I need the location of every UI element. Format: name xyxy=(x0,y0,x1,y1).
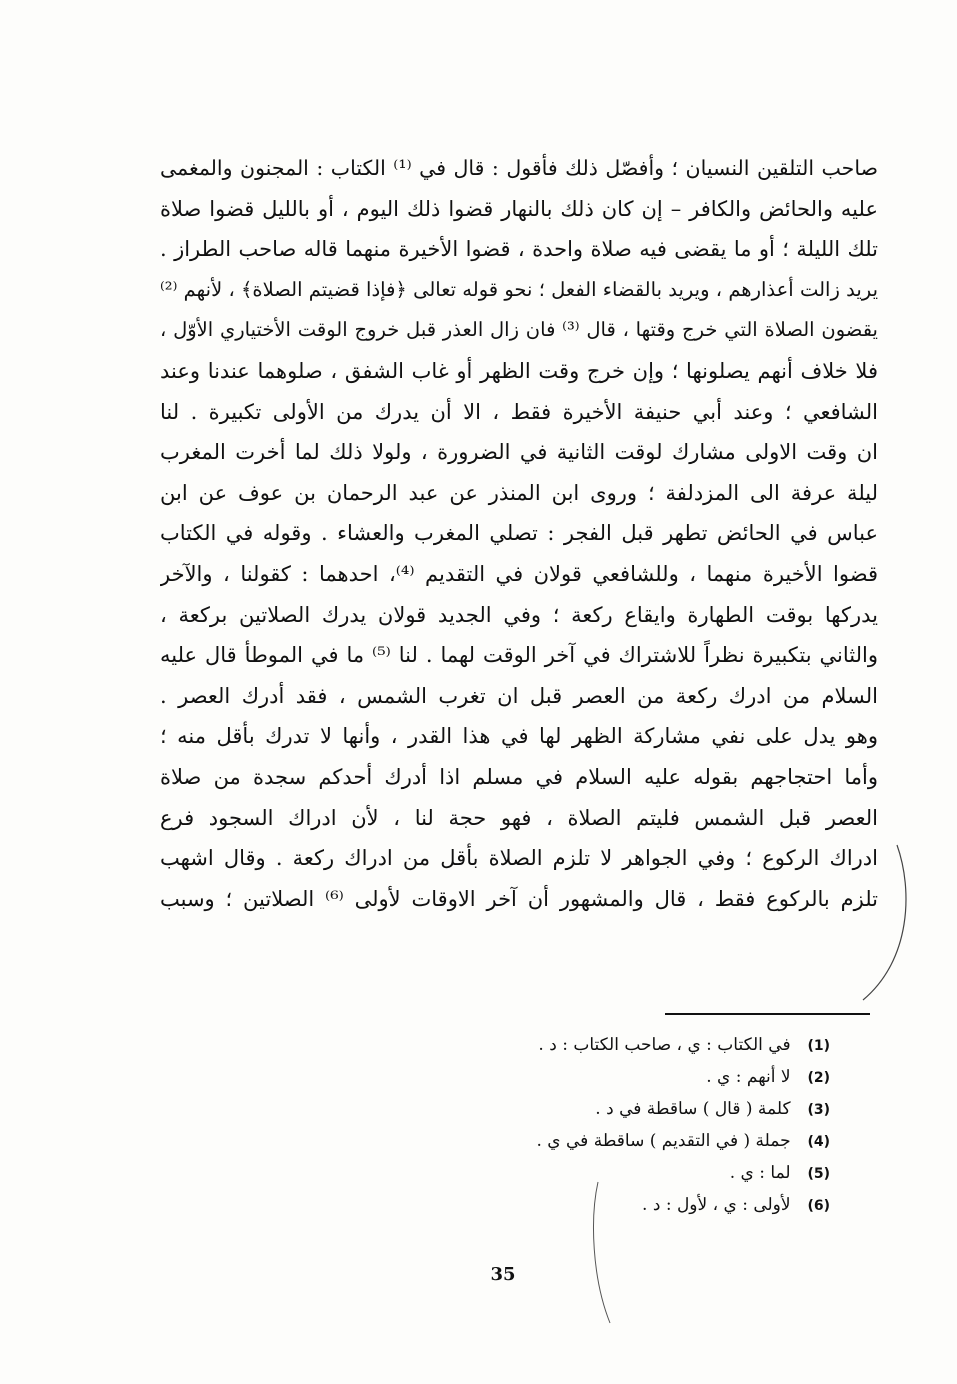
body-line: تلزم بالركوع فقط ، قال والمشهور أن آخر الاوقات لأولى ⁽⁶⁾ الصلاتين ؛ وسبب xyxy=(160,886,878,911)
footnote-item xyxy=(400,1030,830,1062)
body-line: قضوا الأخيرة منهما ، وللشافعي قولان في التقديم ⁽⁴⁾، احدهما : كقولنا ، والآخر xyxy=(160,561,878,586)
footnote-item xyxy=(400,1062,830,1094)
body-line: تلك الليلة ؛ أو ما يقضى فيه صلاة واحدة ، قضوا الأخيرة منهما قاله صاحب الطراز . xyxy=(160,237,878,262)
body-line: صاحب التلقين النسيان ؛ وأفصّل ذلك فأقول : قال في ⁽¹⁾ الكتاب : المجنون والمغمى xyxy=(160,156,878,180)
body-line: فلا خلاف أنهم يصلونها ؛ وإن خرج وقت الظهر أو غاب الشفق ، صلوهما عندنا وعند xyxy=(160,358,878,383)
footnote-number: (5) xyxy=(807,1166,830,1182)
body-line: عليه والحائض والكافر – إن كان ذلك بالنهار قضوا ذلك اليوم ، أو بالليل قضوا صلاة xyxy=(160,196,878,221)
body-line: ليلة عرفة الى المزدلفة ؛ وروى ابن المنذر عن عبد الرحمان بن عوف عن ابن xyxy=(160,480,878,505)
footnote-number: (2) xyxy=(807,1070,830,1086)
footnote-item xyxy=(400,1126,830,1158)
footnote-text: جملة ( في التقديم ) ساقطة في ي . xyxy=(536,1131,791,1151)
footnote-item xyxy=(400,1190,830,1222)
body-line: العصر قبل الشمس فليتم الصلاة ، فهو حجة لنا ، لأن ادراك السجود فرع xyxy=(160,805,878,830)
footnote-number: (3) xyxy=(807,1102,830,1118)
footnote-number: (4) xyxy=(807,1134,830,1150)
footnote-text: لأولى : ي ، لأول : د . xyxy=(642,1195,791,1215)
page-number: 35 xyxy=(490,1264,516,1285)
footnotes xyxy=(400,1030,830,1222)
footnote-item xyxy=(400,1094,830,1126)
body-line: ان وقت الاولى مشارك لوقت الثانية في الضرورة ، ولولا ذلك لما أخرت المغرب xyxy=(160,440,878,465)
body-line: الشافعي ؛ وعند أبي حنيفة الأخيرة فقط ، الا أن يدرك من الأولى تكبيرة . لنا xyxy=(160,399,878,424)
body-line: السلام من ادرك ركعة من العصر قبل ان تغرب الشمس ، فقد أدرك العصر . xyxy=(160,683,878,708)
footnote-number: (6) xyxy=(807,1198,830,1214)
body-line: يدركها بوقت الطهارة وايقاع ركعة ؛ وفي الجديد قولان يدرك الصلاتين بركعة ، xyxy=(160,602,878,627)
footnote-text: لما : ي . xyxy=(729,1163,791,1183)
footnote-text: لا أنهم : ي . xyxy=(706,1067,791,1087)
body-line: عباس في الحائض تطهر قبل الفجر : تصلي المغرب والعشاء . وقوله في الكتاب xyxy=(160,521,878,546)
footnote-divider xyxy=(665,1013,870,1015)
body-text xyxy=(160,148,878,919)
footnote-text: في الكتاب : ي ، صاحب الكتاب : د . xyxy=(538,1035,791,1055)
body-line: يقضون الصلاة التي خرج وقتها ، قال ⁽³⁾ فان زال العذر قبل خروج الوقت الأختياري الأوّل ، xyxy=(160,318,878,342)
body-line: يريد زالت أعذارهم ، ويريد بالقضاء الفعل ؛ نحو قوله تعالى ﴿فإذا قضيتم الصلاة﴾ ، لأنهم ⁽²⁾ xyxy=(160,277,878,301)
body-line: والثاني بتكبيرة نظراً للاشتراك في آخر الوقت لهما . لنا ⁽⁵⁾ ما في الموطأ قال عليه xyxy=(160,643,878,668)
body-line: وهو يدل على نفي مشاركة الظهر لها في هذا القدر ، وأنها لا تدرك بأقل منه ؛ xyxy=(160,724,878,749)
body-line: ادراك الركوع ؛ وفي الجواهر لا تلزم الصلاة بأقل من ادراك ركعة . وقال اشهب xyxy=(160,846,878,871)
footnote-item xyxy=(400,1158,830,1190)
body-line: وأما احتجاجهم بقوله عليه السلام في مسلم اذا أدرك أحدكم سجدة من صلاة xyxy=(160,764,878,789)
footnote-number: (1) xyxy=(807,1038,830,1054)
footnote-text: كلمة ( قال ) ساقطة في د . xyxy=(595,1099,791,1119)
